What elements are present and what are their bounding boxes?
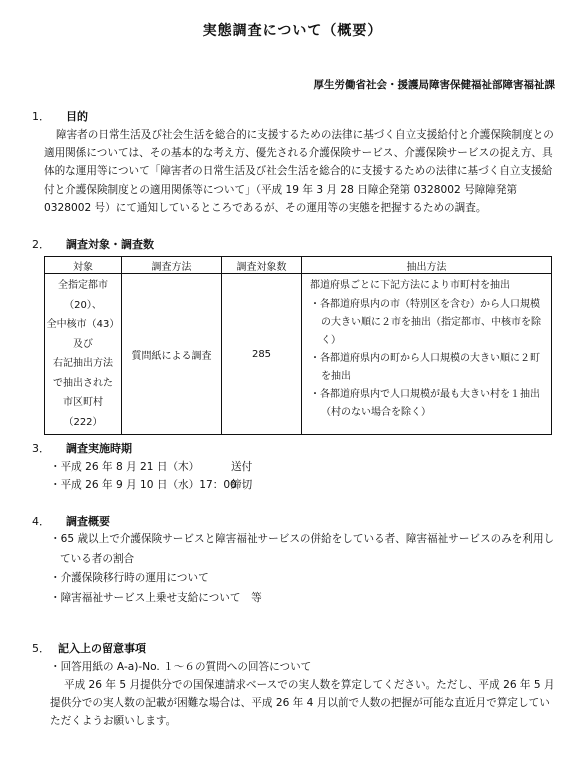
list-item: ・障害福祉サービス上乗せ支給について 等 [50,591,262,604]
target-line: 全中核市（43） [46,319,120,330]
extraction-item: ・各都道府県内の市（特別区を含む）から人口規模の大きい順に２市を抽出（指定都市、中核市を除く） [310,299,541,346]
target-line: で抽出された [53,377,113,389]
count-cell: 285 [222,274,302,435]
extraction-item: ・各都道府県内の町から人口規模の大きい順に２町を抽出 [310,353,540,382]
header-extraction: 抽出方法 [302,257,552,274]
extraction-cell [302,274,552,435]
list-item: ・介護保険移行時の運用について [50,572,209,584]
section-1-title: 目的 [66,110,88,123]
schedule-event-2: 締切 [231,479,253,491]
method-cell: 質問紙による調査 [122,274,222,435]
section-4-title: 調査概要 [66,515,110,528]
extraction-item: ・各都道府県内で人口規模が最も大きい村を１抽出（村のない場合を除く） [310,389,540,418]
target-line: （20）、 [64,299,102,311]
section-5-body [50,676,555,731]
section-5-title: 記入上の留意事項 [58,642,146,655]
section-1-number: 1． [32,110,50,123]
target-line: 市区町村 [63,397,103,408]
target-cell [45,274,122,435]
survey-table [44,256,552,435]
schedule-date-2: ・平成 26 年 9 月 10 日（水）17：00 [50,479,237,491]
notes-item: ・回答用紙の A-a)-No. １～６の質問への回答について [50,661,312,673]
purpose-paragraph: 障害者の日常生活及び社会生活を総合的に支援するための法律に基づく自立支援給付と介護保険制度との適用関係については、その基本的な考え方、優先される介護保険サービス、介護保険サービスの捉え方、具体的な運用等について「障害者の日常生活及び社会生活を総合的に支援するための法律に基づく自立支援給付と介護保険制度との適用関係等について」（平成 19 年 3 月 28 日障企発第 0328002 号障障発第 0328002 号）にて通知しているところであるが、その運用等の実態を把握するための調査。 [44,129,554,214]
page-title: 実態調査について（概要） [202,23,383,39]
overview-list [50,530,555,608]
schedule-date-1: ・平成 26 年 8 月 21 日（木） [50,461,200,473]
schedule-event-1: 送付 [231,461,253,473]
target-line: （222） [63,416,103,428]
section-3-title: 調査実施時期 [66,442,132,455]
section-4-number: 4． [32,515,50,528]
target-line: 右記抽出方法 [53,358,113,369]
header-target: 対象 [45,257,122,274]
table-row [45,274,552,435]
section-2-number: 2． [32,238,50,251]
section-1-body [44,126,554,217]
department-name: 厚生労働省社会・援護局障害保健福祉部障害福祉課 [313,79,555,91]
target-line: 全指定都市 [58,280,108,291]
section-3-number: 3． [32,442,50,455]
extraction-intro: 都道府県ごとに下記方法により市町村を抽出 [310,280,510,291]
target-line: 及び [73,338,93,350]
header-method: 調査方法 [122,257,222,274]
header-count: 調査対象数 [222,257,302,274]
section-2-title: 調査対象・調査数 [66,238,154,251]
list-item: ・65 歳以上で介護保険サービスと障害福祉サービスの併給をしている者、障害福祉サービスのみを利用している者の割合 [50,533,555,565]
section-5-number: 5． [32,642,50,655]
notes-paragraph: 平成 26 年 5 月提供分での国保連請求ベースでの実人数を算定してください。ただし、平成 26 年 5 月提供分での実人数の記載が困難な場合は、平成 26 年 4 月以前で人数の把握が可能な直近月で算定していただくようお願いします。 [50,679,555,728]
table-header-row [45,257,552,274]
